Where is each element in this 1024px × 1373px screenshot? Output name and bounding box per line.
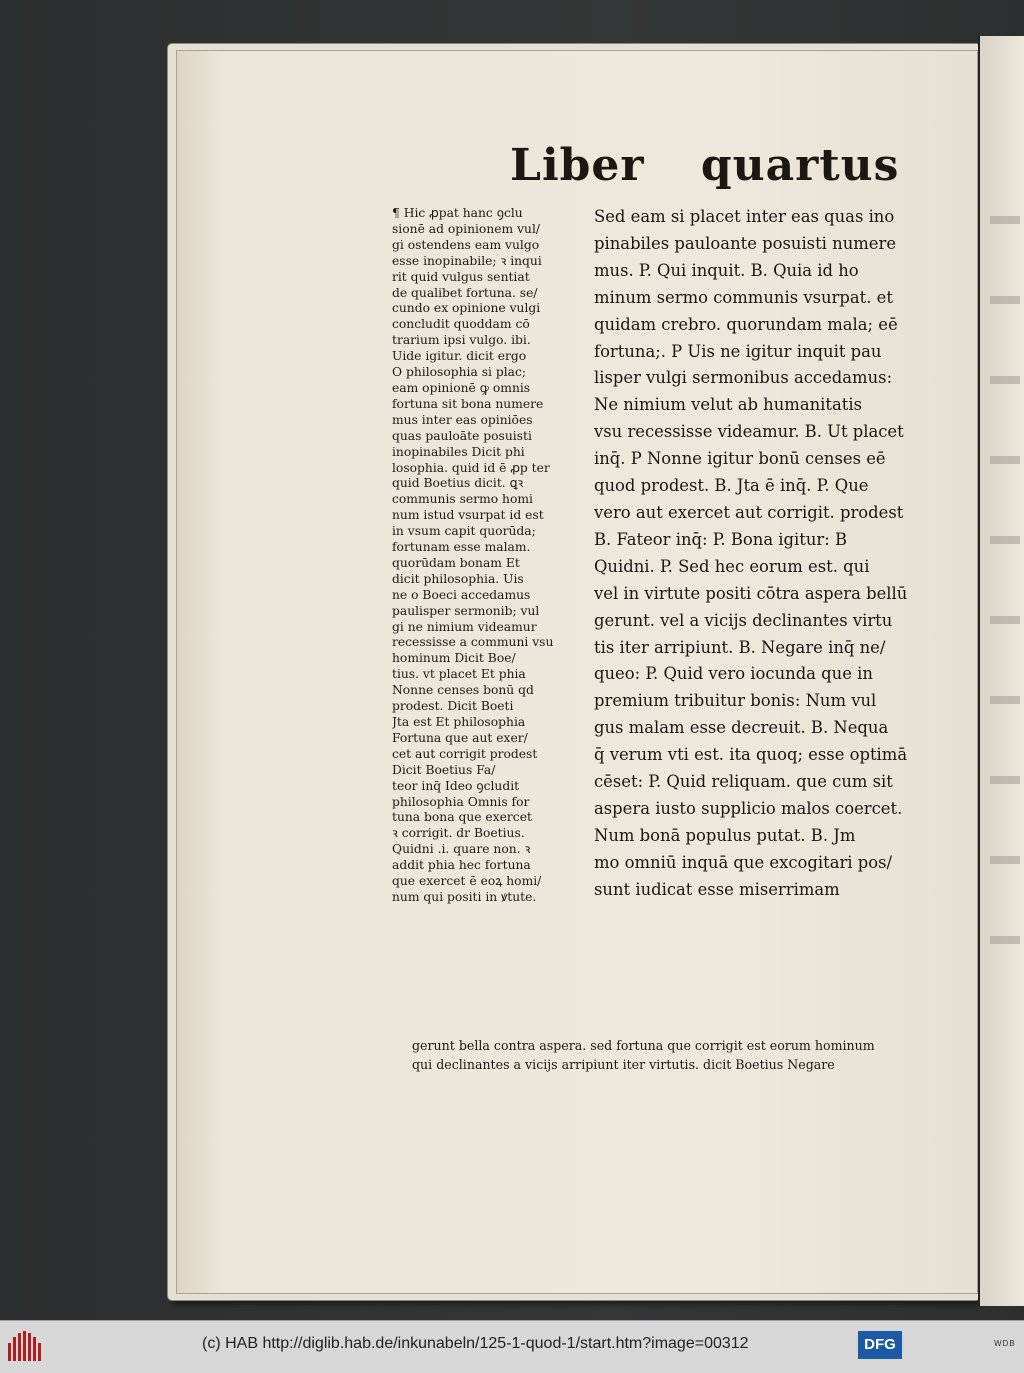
commentary-line: num istud vsurpat id est [392,508,544,523]
text-line: vel in virtute positi cōtra aspera bellū [594,583,908,603]
text-line: pinabiles pauloante posuisti numere [594,233,897,253]
text-line: vsu recessisse videamur. B. Ut placet [594,422,904,442]
commentary-line: inopinabiles Dicit phi [392,444,525,459]
commentary-line: gi ostendens eam vulgo [392,237,540,252]
commentary-line: dicit philosophia. Uis [392,571,524,586]
commentary-line: sionē ad opinionem vul/ [392,221,541,236]
commentary-line: O philosophia si plac; [392,365,527,380]
facing-page-edge [978,36,1024,1306]
text-line: quod prodest. B. Jta ē inq̄. P. Que [594,476,869,496]
commentary-line: communis sermo homi [392,492,533,507]
commentary-line: gi ne nimium videamur [392,619,537,634]
footer-commentary [412,1036,942,1074]
commentary-line: que exercet ē eoꝝ homi/ [392,874,542,889]
text-line: vero aut exercet aut corrigit. prodest [594,502,904,522]
commentary-line: Quidni .i. quare non. ꝛ [392,842,531,857]
main-text-column [594,204,934,904]
hab-logo-icon [8,1331,42,1361]
commentary-line: paulisper sermonib; vul [392,603,540,618]
text-line: gus malam esse decreuit. B. Nequa [594,718,889,738]
commentary-line: quas pauloāte posuisti [392,428,532,443]
text-line: Num bonā populus putat. B. Jm [594,825,856,845]
commentary-line: cet aut corrigit prodest [392,746,538,761]
text-line: Ne nimium velut ab humanitatis [594,395,862,415]
wdb-label: WDB [994,1339,1016,1348]
text-line: aspera iusto supplicio malos coercet. [594,798,903,818]
text-line: fortuna;. P Uis ne igitur inquit pau [594,341,882,361]
footer-line: gerunt bella contra aspera. sed fortuna que corrigit est eorum hominum [412,1038,875,1053]
text-line: Sed eam si placet inter eas quas ino [594,207,895,226]
text-line: sunt iudicat esse miserrimam [594,879,840,899]
commentary-line: mus inter eas opiniōes [392,412,533,427]
commentary-line: quorūdam bonam Et [392,555,520,570]
text-line: mo omniū inquā que excogitari pos/ [594,852,893,872]
viewer-footer-bar [0,1320,1024,1373]
commentary-line: esse inopinabile; ꝛ inqui [392,253,542,268]
commentary-line: teor inq̄ Ideo ꝯcludit [392,778,520,793]
commentary-line: ne o Boeci accedamus [392,587,531,602]
commentary-line: Jta est Et philosophia [392,715,526,729]
footer-line: qui declinantes a vicijs arripiunt iter virtutis. dicit Boetius Negare [412,1057,835,1072]
commentary-line: addit phia hec fortuna [392,858,531,873]
commentary-line: tuna bona que exercet [392,810,532,825]
commentary-line: Uide igitur. dicit ergo [392,349,527,364]
commentary-line: in vsum capit quorūda; [392,524,536,539]
copyright-link[interactable]: (c) HAB http://diglib.hab.de/inkunabeln/125-1-quod-1/start.htm?image=00312 [202,1335,749,1352]
commentary-line: fortunam esse malam. [392,540,531,555]
text-line: lisper vulgi sermonibus accedamus: [594,368,893,388]
commentary-line: losophia. quid id ē ꝓp ter [392,460,550,475]
text-line: mus. P. Qui inquit. B. Quia id ho [594,260,859,280]
text-line: B. Fateor inq̄: P. Bona igitur: B [594,529,848,549]
commentary-line: cundo ex opinione vulgi [392,301,541,316]
commentary-line: Dicit Boetius Fa/ [392,762,496,777]
commentary-line: quid Boetius dicit. ꝗꝛ [392,476,524,491]
commentary-line: fortuna sit bona numere [392,396,544,411]
commentary-line: concludit quoddam cō [392,317,530,332]
text-line: premium tribuitur bonis: Num vul [594,691,877,711]
text-line: queo: P. Quid vero iocunda que in [594,664,873,684]
commentary-line: Fortuna que aut exer/ [392,730,528,745]
commentary-line: prodest. Dicit Boeti [392,699,514,714]
commentary-line: Nonne censes bonū qd [392,683,534,698]
commentary-line: trarium ipsi vulgo. ibi. [392,333,531,348]
text-line: tis iter arripiunt. B. Negare inq̄ ne/ [594,637,886,657]
commentary-line: recessisse a communi vsu [392,635,554,650]
text-line: inq̄. P Nonne igitur bonū censes eē [594,449,886,469]
commentary-line: num qui positi in ꝟtute. [392,889,537,904]
commentary-line: ꝛ corrigit. dr Boetius. [392,826,525,841]
commentary-line: ¶ Hic ꝓpat hanc ꝯclu [392,206,523,220]
commentary-line: philosophia Omnis for [392,794,530,809]
commentary-line: rit quid vulgus sentiat [392,269,530,284]
text-line: quidam crebro. quorundam mala; eē [594,314,898,334]
text-line: minum sermo communis vsurpat. et [594,287,893,307]
text-line: gerunt. vel a vicijs declinantes virtu [594,610,893,630]
text-line: Quidni. P. Sed hec eorum est. qui [594,556,870,576]
page-heading: Liber quartus [510,140,900,191]
commentary-column [392,206,602,906]
commentary-line: de qualibet fortuna. se/ [392,285,538,300]
commentary-line: hominum Dicit Boe/ [392,651,516,666]
commentary-line: eam opinionē ꝙ omnis [392,380,531,395]
text-line: q̄ verum vti est. ita quoq; esse optimā [594,745,908,765]
commentary-line: tius. vt placet Et phia [392,667,526,682]
text-line: cēset: P. Quid reliquam. que cum sit [594,772,893,792]
dfg-logo[interactable]: DFG [858,1331,902,1359]
